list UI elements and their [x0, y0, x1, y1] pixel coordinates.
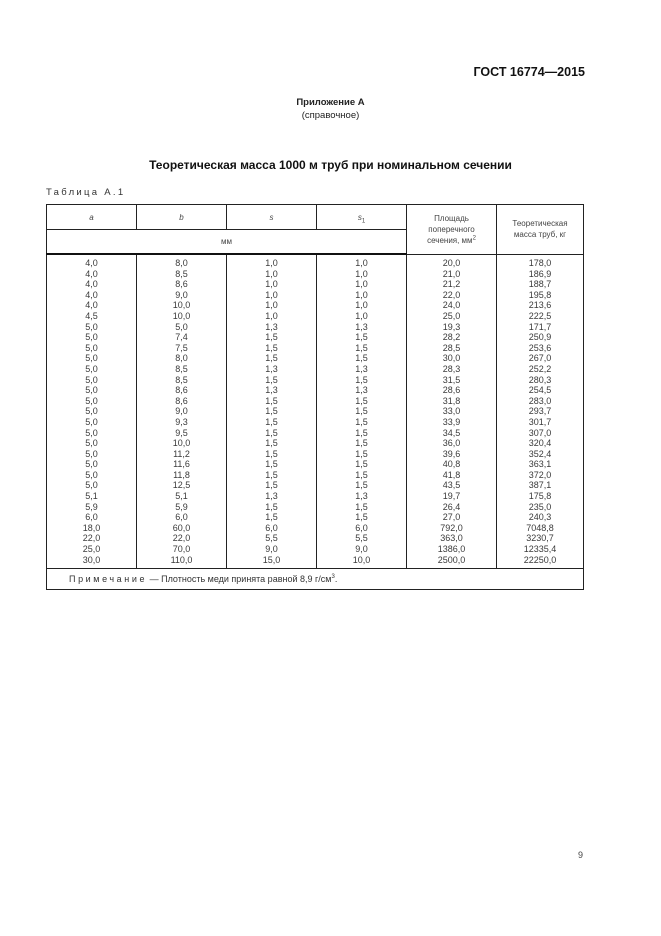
- table-cell: 5,0: [47, 406, 137, 417]
- table-cell: 9,5: [137, 428, 227, 439]
- table-cell: 6,0: [227, 523, 317, 534]
- table-row: [47, 375, 584, 386]
- table-cell: 3230,7: [497, 533, 584, 544]
- table-cell: 5,0: [47, 332, 137, 343]
- table-cell: 70,0: [137, 544, 227, 555]
- table-row: [47, 491, 584, 502]
- table-cell: 1,0: [317, 279, 407, 290]
- table-cell: 21,0: [407, 269, 497, 280]
- table-cell: 1,5: [227, 480, 317, 491]
- table-cell: 1,0: [227, 269, 317, 280]
- table-cell: 11,6: [137, 459, 227, 470]
- table-cell: 34,5: [407, 428, 497, 439]
- table-row: [47, 385, 584, 396]
- table-cell: 1386,0: [407, 544, 497, 555]
- table-cell: 5,0: [47, 396, 137, 407]
- table-cell: 1,5: [317, 353, 407, 364]
- table-cell: 36,0: [407, 438, 497, 449]
- table-cell: 25,0: [407, 311, 497, 322]
- table-cell: 1,5: [317, 428, 407, 439]
- table-row: [47, 438, 584, 449]
- table-cell: 301,7: [497, 417, 584, 428]
- table-cell: 5,1: [137, 491, 227, 502]
- table-cell: 1,5: [317, 343, 407, 354]
- table-row: [47, 269, 584, 280]
- table-cell: 11,8: [137, 470, 227, 481]
- table-cell: 1,5: [317, 406, 407, 417]
- table-cell: 22250,0: [497, 555, 584, 569]
- table-cell: 1,3: [317, 385, 407, 396]
- table-cell: 25,0: [47, 544, 137, 555]
- table-cell: 30,0: [407, 353, 497, 364]
- table-cell: 1,5: [317, 375, 407, 386]
- table-cell: 30,0: [47, 555, 137, 569]
- table-cell: 22,0: [47, 533, 137, 544]
- table-cell: 28,6: [407, 385, 497, 396]
- table-cell: 9,3: [137, 417, 227, 428]
- table-cell: 280,3: [497, 375, 584, 386]
- table-cell: 1,5: [317, 512, 407, 523]
- table-cell: 1,5: [227, 343, 317, 354]
- table-cell: 252,2: [497, 364, 584, 375]
- table-cell: 1,5: [317, 459, 407, 470]
- table-cell: 43,5: [407, 480, 497, 491]
- table-row: [47, 406, 584, 417]
- table-cell: 222,5: [497, 311, 584, 322]
- table-row: [47, 512, 584, 523]
- table-cell: 178,0: [497, 254, 584, 269]
- table-cell: 31,8: [407, 396, 497, 407]
- table-cell: 320,4: [497, 438, 584, 449]
- table-cell: 4,0: [47, 290, 137, 301]
- table-cell: 1,5: [227, 438, 317, 449]
- document-code: ГОСТ 16774—2015: [473, 65, 585, 79]
- table-cell: 1,3: [227, 322, 317, 333]
- table-cell: 1,0: [317, 300, 407, 311]
- table-row: [47, 343, 584, 354]
- table-row: [47, 311, 584, 322]
- table-cell: 33,0: [407, 406, 497, 417]
- table-cell: 11,2: [137, 449, 227, 460]
- table-cell: 1,5: [317, 502, 407, 513]
- table-row: [47, 502, 584, 513]
- table-cell: 1,5: [317, 470, 407, 481]
- table-cell: 293,7: [497, 406, 584, 417]
- table-cell: 39,6: [407, 449, 497, 460]
- table-cell: 363,0: [407, 533, 497, 544]
- table-cell: 40,8: [407, 459, 497, 470]
- table-cell: 5,5: [227, 533, 317, 544]
- table-cell: 5,0: [47, 375, 137, 386]
- header-s1: $s_1$: [317, 205, 407, 230]
- table-cell: 5,9: [137, 502, 227, 513]
- table-cell: 28,3: [407, 364, 497, 375]
- table-cell: 22,0: [137, 533, 227, 544]
- table-cell: 5,0: [47, 322, 137, 333]
- table-cell: 1,3: [317, 322, 407, 333]
- table-cell: 1,5: [227, 406, 317, 417]
- table-cell: 372,0: [497, 470, 584, 481]
- table-cell: 7,5: [137, 343, 227, 354]
- table-cell: 267,0: [497, 353, 584, 364]
- table-row: [47, 396, 584, 407]
- table-cell: 9,0: [137, 290, 227, 301]
- table-cell: 1,0: [227, 290, 317, 301]
- table-cell: 7,4: [137, 332, 227, 343]
- table-cell: 4,0: [47, 269, 137, 280]
- table-cell: 1,5: [317, 332, 407, 343]
- table-cell: 254,5: [497, 385, 584, 396]
- table-cell: 22,0: [407, 290, 497, 301]
- table-cell: 1,5: [317, 396, 407, 407]
- table-cell: 1,5: [227, 396, 317, 407]
- table-cell: 1,0: [227, 300, 317, 311]
- table-cell: 213,6: [497, 300, 584, 311]
- table-row: [47, 449, 584, 460]
- table-cell: 235,0: [497, 502, 584, 513]
- table-cell: 5,0: [47, 353, 137, 364]
- table-cell: 9,0: [317, 544, 407, 555]
- table-cell: 7048,8: [497, 523, 584, 534]
- table-cell: 27,0: [407, 512, 497, 523]
- table-cell: 253,6: [497, 343, 584, 354]
- header-units: мм: [47, 230, 407, 255]
- table-cell: 5,1: [47, 491, 137, 502]
- table-cell: 1,5: [227, 353, 317, 364]
- table-cell: 307,0: [497, 428, 584, 439]
- table-cell: 8,0: [137, 353, 227, 364]
- table-cell: 8,6: [137, 385, 227, 396]
- table-cell: 18,0: [47, 523, 137, 534]
- table-cell: 15,0: [227, 555, 317, 569]
- table-row: [47, 428, 584, 439]
- table-row: [47, 353, 584, 364]
- table-cell: 1,5: [227, 332, 317, 343]
- table-row: [47, 533, 584, 544]
- table-cell: 9,0: [227, 544, 317, 555]
- table-cell: 20,0: [407, 254, 497, 269]
- table-cell: 5,0: [47, 480, 137, 491]
- table-cell: 12,5: [137, 480, 227, 491]
- table-cell: 4,5: [47, 311, 137, 322]
- table-row: [47, 555, 584, 569]
- table-cell: 21,2: [407, 279, 497, 290]
- table-cell: 28,2: [407, 332, 497, 343]
- table-cell: 5,0: [47, 449, 137, 460]
- table-cell: 1,5: [227, 512, 317, 523]
- table-cell: 352,4: [497, 449, 584, 460]
- table-cell: 1,3: [317, 491, 407, 502]
- table-cell: 8,6: [137, 279, 227, 290]
- table-cell: 110,0: [137, 555, 227, 569]
- table-cell: 1,5: [317, 480, 407, 491]
- table-label: Таблица А.1: [46, 187, 126, 198]
- table-cell: 60,0: [137, 523, 227, 534]
- table-cell: 1,5: [317, 438, 407, 449]
- table-row: [47, 480, 584, 491]
- table-cell: 1,5: [317, 417, 407, 428]
- table-cell: 6,0: [47, 512, 137, 523]
- table-cell: 5,0: [47, 470, 137, 481]
- table-cell: 1,5: [227, 375, 317, 386]
- table-cell: 1,0: [317, 269, 407, 280]
- header-area: Площадь поперечного сечения, $мм^2$: [407, 205, 497, 255]
- table-cell: 171,7: [497, 322, 584, 333]
- table-cell: 8,5: [137, 375, 227, 386]
- table-cell: 792,0: [407, 523, 497, 534]
- table-cell: 5,5: [317, 533, 407, 544]
- table-cell: 1,5: [227, 459, 317, 470]
- table-row: [47, 523, 584, 534]
- table-cell: 4,0: [47, 279, 137, 290]
- table-cell: 26,4: [407, 502, 497, 513]
- table-row: [47, 470, 584, 481]
- table-cell: 188,7: [497, 279, 584, 290]
- table-row: [47, 290, 584, 301]
- header-b: b: [137, 205, 227, 230]
- table-cell: 5,0: [47, 438, 137, 449]
- appendix-title: Приложение А: [296, 97, 365, 108]
- table-cell: 1,5: [227, 417, 317, 428]
- table-cell: 240,3: [497, 512, 584, 523]
- table-cell: 387,1: [497, 480, 584, 491]
- table-cell: 8,5: [137, 364, 227, 375]
- table-cell: 28,5: [407, 343, 497, 354]
- table-cell: 1,5: [227, 449, 317, 460]
- table-cell: 6,0: [137, 512, 227, 523]
- table-cell: 195,8: [497, 290, 584, 301]
- table-row: [47, 300, 584, 311]
- table-cell: 283,0: [497, 396, 584, 407]
- table-cell: 31,5: [407, 375, 497, 386]
- table-title: Теоретическая масса 1000 м труб при номинальном сечении: [149, 158, 512, 172]
- table-cell: 10,0: [137, 438, 227, 449]
- table-cell: 1,5: [227, 502, 317, 513]
- table-cell: 41,8: [407, 470, 497, 481]
- table-cell: 175,8: [497, 491, 584, 502]
- table-cell: 5,0: [137, 322, 227, 333]
- table-cell: 250,9: [497, 332, 584, 343]
- table-cell: 1,5: [227, 428, 317, 439]
- table-cell: 1,3: [227, 491, 317, 502]
- table-cell: 5,0: [47, 343, 137, 354]
- table-cell: 9,0: [137, 406, 227, 417]
- table-cell: 1,0: [227, 279, 317, 290]
- table-cell: 2500,0: [407, 555, 497, 569]
- table-row: [47, 364, 584, 375]
- table-row: [47, 279, 584, 290]
- table-cell: 1,0: [227, 311, 317, 322]
- table-cell: 1,3: [227, 385, 317, 396]
- table-cell: 1,0: [317, 290, 407, 301]
- table-cell: 6,0: [317, 523, 407, 534]
- table-cell: 10,0: [137, 311, 227, 322]
- table-cell: 8,0: [137, 254, 227, 269]
- table-row: [47, 322, 584, 333]
- table-cell: 12335,4: [497, 544, 584, 555]
- table-cell: 1,5: [227, 470, 317, 481]
- table-cell: 10,0: [137, 300, 227, 311]
- note-label: Примечание: [69, 574, 148, 585]
- table-row: [47, 459, 584, 470]
- table-cell: 186,9: [497, 269, 584, 280]
- table-cell: 5,0: [47, 364, 137, 375]
- page-number: 9: [578, 850, 584, 860]
- table-cell: 24,0: [407, 300, 497, 311]
- appendix-subtitle: (справочное): [301, 110, 360, 121]
- table-cell: 1,0: [317, 311, 407, 322]
- table-cell: 33,9: [407, 417, 497, 428]
- table-cell: 5,0: [47, 417, 137, 428]
- table-row: [47, 254, 584, 269]
- table-row: [47, 544, 584, 555]
- table-note: Примечание — Плотность меди принята равной 8,9 $г/см^3$.: [47, 569, 584, 590]
- note-text: — Плотность меди принята равной 8,9 г/см: [147, 574, 332, 585]
- table-cell: 4,0: [47, 254, 137, 269]
- table-cell: 4,0: [47, 300, 137, 311]
- header-s: s: [227, 205, 317, 230]
- table-cell: 5,0: [47, 385, 137, 396]
- table-row: [47, 417, 584, 428]
- table-body: [47, 254, 584, 569]
- table-cell: 363,1: [497, 459, 584, 470]
- table-row: [47, 332, 584, 343]
- table-cell: 5,0: [47, 428, 137, 439]
- table-cell: 1,0: [317, 254, 407, 269]
- table-cell: 8,5: [137, 269, 227, 280]
- mass-table: [46, 204, 584, 590]
- table-cell: 19,3: [407, 322, 497, 333]
- table-cell: 5,0: [47, 459, 137, 470]
- appendix-heading: [0, 96, 661, 122]
- table-cell: 1,0: [227, 254, 317, 269]
- table-cell: 10,0: [317, 555, 407, 569]
- header-mass: Теоретическая масса труб, кг: [497, 205, 584, 255]
- table-cell: 1,3: [227, 364, 317, 375]
- table-cell: 5,9: [47, 502, 137, 513]
- table-cell: 8,6: [137, 396, 227, 407]
- table-cell: 19,7: [407, 491, 497, 502]
- header-a: a: [47, 205, 137, 230]
- table-cell: 1,3: [317, 364, 407, 375]
- table-cell: 1,5: [317, 449, 407, 460]
